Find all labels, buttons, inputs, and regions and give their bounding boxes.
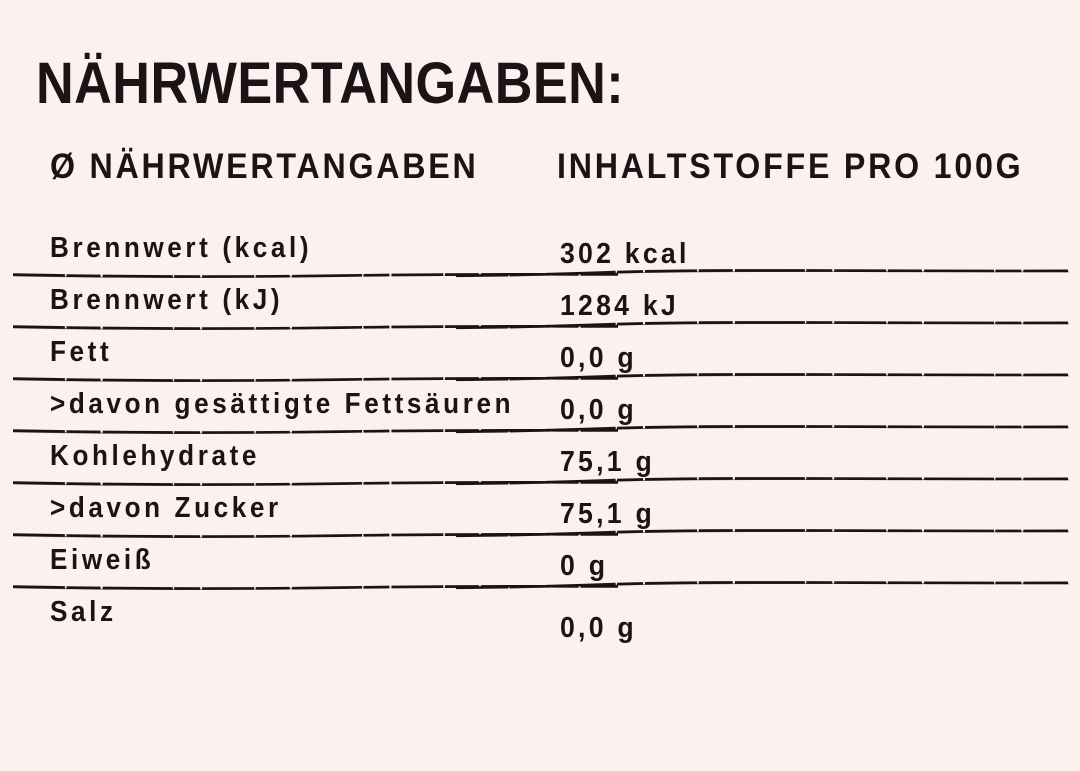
nutrition-table bbox=[0, 225, 1080, 644]
table-row bbox=[0, 381, 1080, 433]
table-row bbox=[0, 277, 1080, 329]
row-label: Brennwert (kJ) bbox=[50, 284, 284, 316]
page-title: NÄHRWERTANGABEN: bbox=[36, 51, 625, 116]
row-label: Eiweiß bbox=[50, 544, 155, 576]
row-value: 75,1 g bbox=[560, 498, 655, 530]
table-row bbox=[0, 485, 1080, 537]
row-value: 1284 kJ bbox=[560, 290, 679, 322]
row-label: Salz bbox=[50, 596, 117, 628]
table-row bbox=[0, 329, 1080, 381]
table-row bbox=[0, 589, 1080, 644]
row-value: 0 g bbox=[560, 550, 609, 582]
row-label: Brennwert (kcal) bbox=[50, 232, 313, 264]
table-header-per-100g: INHALTSTOFFE PRO 100G bbox=[557, 147, 1024, 186]
row-label: >davon gesättigte Fettsäuren bbox=[50, 388, 515, 420]
row-label: >davon Zucker bbox=[50, 492, 282, 524]
row-value: 0,0 g bbox=[560, 342, 637, 374]
table-row bbox=[0, 225, 1080, 277]
table-row bbox=[0, 537, 1080, 589]
table-header-nutrients: Ø NÄHRWERTANGABEN bbox=[50, 147, 479, 186]
row-label: Fett bbox=[50, 336, 113, 368]
row-label: Kohlehydrate bbox=[50, 440, 260, 472]
row-value: 0,0 g bbox=[560, 612, 637, 644]
row-value: 302 kcal bbox=[560, 238, 690, 270]
row-value: 0,0 g bbox=[560, 394, 637, 426]
row-value: 75,1 g bbox=[560, 446, 655, 478]
table-row bbox=[0, 433, 1080, 485]
